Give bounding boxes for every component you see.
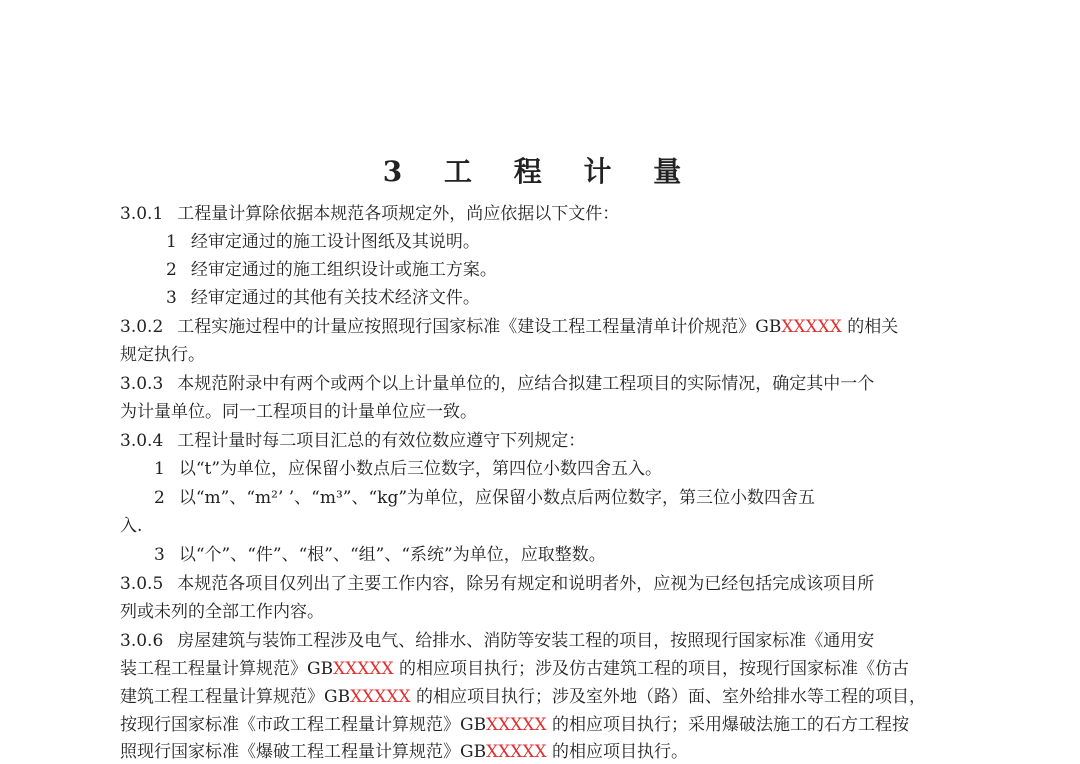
clause-number: 3.0.3	[120, 374, 164, 394]
clause-text: 工程计量时每二项目汇总的有效位数应遵守下列规定：	[177, 431, 586, 451]
clause-3-0-4	[120, 429, 962, 453]
list-item	[166, 286, 1008, 310]
clause-number: 3.0.4	[120, 431, 164, 451]
list-item	[154, 457, 996, 481]
item-text: 以“m”、“m²’ ’、“m³”、“kg”为单位，应保留小数点后两位数字，第三位小数四舍五	[178, 488, 816, 508]
clause-number: 3.0.5	[120, 574, 164, 594]
clause-text: 工程实施过程中的计量应按照现行国家标准《建设工程工程量清单计价规范》GB	[177, 317, 782, 337]
item-number: 3	[154, 545, 165, 565]
item-number: 3	[166, 288, 177, 308]
clause-3-0-1	[120, 202, 962, 226]
item-number: 1	[166, 232, 177, 252]
list-item	[154, 486, 962, 510]
item-text: 以“t”为单位，应保留小数点后三位数字，第四位小数四舍五入。	[178, 459, 663, 479]
clause-text: 按现行国家标准《市政工程工程量计算规范》GB	[120, 715, 487, 735]
standard-number-placeholder: XXXXX	[781, 317, 842, 337]
item-text: 经审定通过的施工设计图纸及其说明。	[190, 232, 480, 252]
item-number: 2	[154, 488, 165, 508]
item-text: 以“个”、“件”、“根”、“组”、“系统”为单位，应取整数。	[178, 545, 606, 565]
item-number: 1	[154, 459, 165, 479]
clause-text: 本规范附录中有两个或两个以上计量单位的，应结合拟建工程项目的实际情况，确定其中一个	[177, 374, 875, 394]
clause-text: 规定执行。	[120, 345, 205, 365]
list-item	[166, 230, 1008, 254]
clause-3-0-2	[120, 315, 962, 339]
clause-text: 为计量单位。同一工程项目的计量单位应一致。	[120, 402, 477, 422]
clause-continuation	[120, 400, 962, 424]
clause-text: 的相应项目执行。	[552, 742, 688, 762]
standard-number-placeholder: XXXXX	[486, 715, 547, 735]
clause-text: 的相应项目执行；涉及仿古建筑工程的项目，按现行国家标准《仿古	[399, 659, 909, 679]
clause-continuation	[120, 657, 962, 681]
clause-continuation	[120, 514, 962, 538]
standard-number-placeholder: XXXXX	[333, 659, 394, 679]
clause-text: 本规范各项目仅列出了主要工作内容，除另有规定和说明者外，应视为已经包括完成该项目所	[177, 574, 875, 594]
clause-continuation	[120, 713, 962, 737]
clause-text: 的相应项目执行；涉及室外地（路）面、室外给排水等工程的项目，	[416, 687, 926, 707]
clause-text: 的相应项目执行；采用爆破法施工的石方工程按	[552, 715, 909, 735]
clause-continuation	[120, 343, 962, 367]
item-text: 入.	[120, 516, 143, 536]
list-item	[154, 543, 996, 567]
clause-continuation	[120, 685, 962, 709]
clause-text: 列或未列的全部工作内容。	[120, 602, 324, 622]
clause-number: 3.0.2	[120, 317, 164, 337]
clause-continuation	[120, 740, 962, 764]
clause-3-0-3	[120, 372, 962, 396]
clause-text: 建筑工程工程量计算规范》GB	[120, 687, 351, 707]
clause-number: 3.0.6	[120, 631, 164, 651]
section-title: 3 工 程 计 量	[382, 155, 698, 188]
clause-text: 装工程工程量计算规范》GB	[120, 659, 334, 679]
clause-3-0-6	[120, 629, 962, 653]
clause-text: 照现行国家标准《爆破工程工程量计算规范》GB	[120, 742, 487, 762]
clause-text: 房屋建筑与装饰工程涉及电气、给排水、消防等安装工程的项目，按照现行国家标准《通用安	[177, 631, 875, 651]
item-text: 经审定通过的施工组织设计或施工方案。	[190, 260, 497, 280]
clause-text: 的相关	[847, 317, 899, 337]
standard-number-placeholder: XXXXX	[350, 687, 411, 707]
clause-3-0-5	[120, 572, 962, 596]
standard-number-placeholder: XXXXX	[486, 742, 547, 762]
clause-continuation	[120, 600, 962, 624]
clause-text: 工程量计算除依据本规范各项规定外，尚应依据以下文件：	[177, 204, 620, 224]
list-item	[166, 258, 1008, 282]
clause-number: 3.0.1	[120, 204, 164, 224]
item-text: 经审定通过的其他有关技术经济文件。	[190, 288, 480, 308]
item-number: 2	[166, 260, 177, 280]
